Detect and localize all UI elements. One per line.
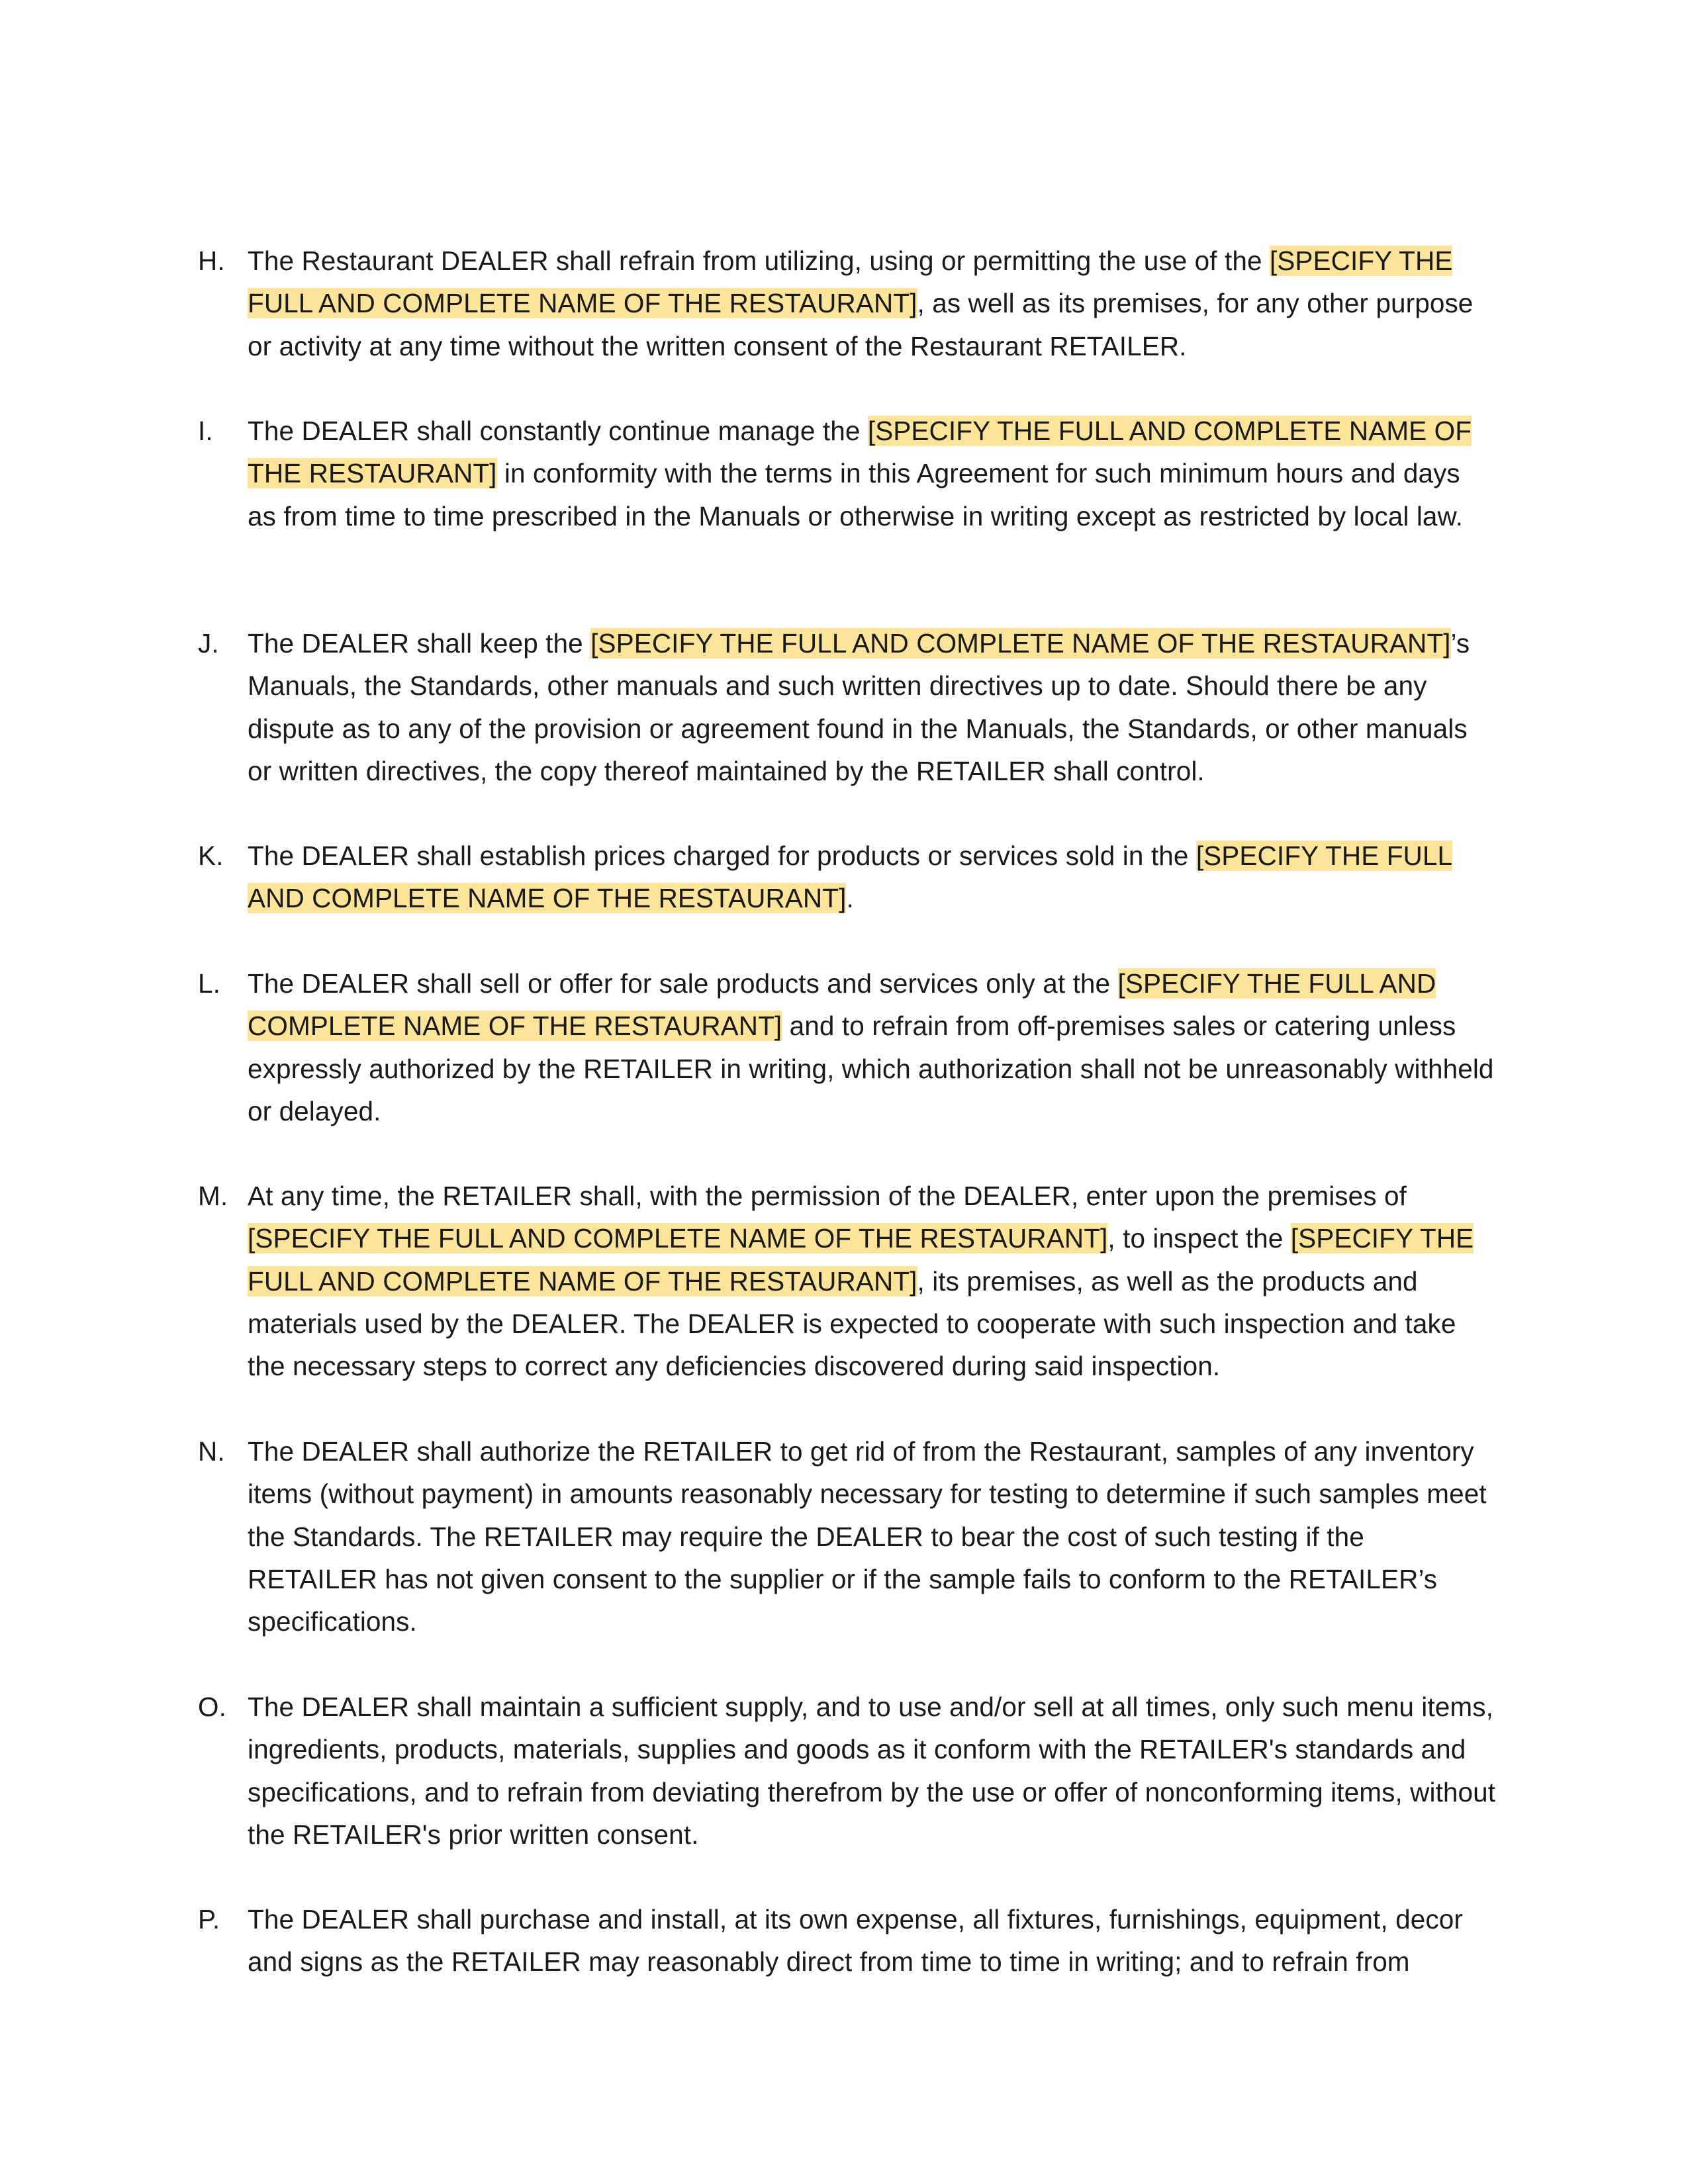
- text-segment: The Restaurant DEALER shall refrain from utilizing, using or permitting the use of the: [248, 246, 1270, 276]
- restaurant-name-placeholder: [SPECIFY THE FULL AND COMPLETE NAME OF THE RESTAURANT]: [248, 416, 1472, 489]
- clause-marker: J.: [198, 628, 219, 659]
- clause-marker: N.: [198, 1436, 225, 1467]
- text-segment: The DEALER shall maintain a sufficient supply, and to use and/or sell at all times, only such menu items, ingredients, products, materials, supplies and goods as it conform with the RETAILER's standards and specifications, and to refrain from deviating therefrom by the use or offer of nonconforming items, without the RETAILER's prior written consent.: [248, 1692, 1496, 1850]
- restaurant-name-placeholder: [SPECIFY THE FULL AND COMPLETE NAME OF THE RESTAURANT]: [248, 968, 1436, 1042]
- restaurant-name-placeholder: [SPECIFY THE FULL AND COMPLETE NAME OF THE RESTAURANT]: [248, 841, 1453, 914]
- text-segment: The DEALER shall keep the: [248, 628, 591, 659]
- clause-text: [248, 1898, 1496, 1983]
- clause-text: [248, 835, 1496, 920]
- clause-marker: O.: [198, 1692, 226, 1722]
- text-segment: , to inspect the: [1107, 1223, 1291, 1254]
- text-segment: , as well as its premises, for any other purpose or activity at any time without the written consent of the Restaurant RETAILER.: [248, 288, 1474, 361]
- text-segment: The DEALER shall constantly continue manage the: [248, 416, 868, 446]
- restaurant-name-placeholder: [SPECIFY THE FULL AND COMPLETE NAME OF THE RESTAURANT]: [248, 1223, 1474, 1297]
- clause-text: [248, 1430, 1496, 1643]
- clause-marker: K.: [198, 841, 224, 871]
- clause-marker: H.: [198, 246, 225, 276]
- text-segment: At any time, the RETAILER shall, with the permission of the DEALER, enter upon the premises of: [248, 1181, 1407, 1211]
- clause-text: [248, 1175, 1496, 1387]
- clause-text: [248, 240, 1496, 367]
- restaurant-name-placeholder: [SPECIFY THE FULL AND COMPLETE NAME OF THE RESTAURANT]: [248, 246, 1453, 319]
- text-segment: .: [846, 883, 854, 914]
- text-segment: The DEALER shall authorize the RETAILER to get rid of from the Restaurant, samples of any inventory items (without payment) in amounts reasonably necessary for testing to determine if such samples meet the Standards. The RETAILER may require the DEALER to bear the cost of such testing if the RETAILER has not given consent to the supplier or if the sample fails to conform to the RETAILER’s specifications.: [248, 1436, 1487, 1637]
- clause-text: [248, 410, 1496, 537]
- clause-text: [248, 962, 1496, 1132]
- clause-marker: I.: [198, 416, 213, 446]
- text-segment: The DEALER shall establish prices charged for products or services sold in the: [248, 841, 1196, 871]
- clause-text: [248, 622, 1496, 792]
- restaurant-name-placeholder: [SPECIFY THE FULL AND COMPLETE NAME OF THE RESTAURANT]: [248, 1223, 1108, 1254]
- text-segment: ’s Manuals, the Standards, other manuals and such written directives up to date. Should there be any dispute as to any of the provision or agreement found in the Manuals, the Standards, or other manuals or written directives, the copy thereof maintained by the RETAILER shall control.: [248, 628, 1470, 786]
- clause-marker: M.: [198, 1181, 228, 1211]
- clause-marker: P.: [198, 1904, 220, 1934]
- text-segment: in conformity with the terms in this Agreement for such minimum hours and days as from time to time prescribed in the Manuals or otherwise in writing except as restricted by local law.: [248, 458, 1464, 531]
- clause-text: [248, 1686, 1496, 1856]
- text-segment: The DEALER shall sell or offer for sale products and services only at the: [248, 968, 1118, 999]
- restaurant-name-placeholder: [SPECIFY THE FULL AND COMPLETE NAME OF THE RESTAURANT]: [590, 628, 1451, 659]
- text-segment: The DEALER shall purchase and install, at its own expense, all fixtures, furnishings, equipment, decor and signs as the RETAILER may reasonably direct from time to time in writing; and to refrain from: [248, 1904, 1463, 1978]
- clause-marker: L.: [198, 968, 220, 999]
- text-segment: , its premises, as well as the products and materials used by the DEALER. The DEALER is expected to cooperate with such inspection and take the necessary steps to correct any deficiencies discovered during said inspection.: [248, 1265, 1456, 1382]
- text-segment: and to refrain from off-premises sales or catering unless expressly authorized by the RETAILER in writing, which authorization shall not be unreasonably withheld or delayed.: [248, 1011, 1494, 1126]
